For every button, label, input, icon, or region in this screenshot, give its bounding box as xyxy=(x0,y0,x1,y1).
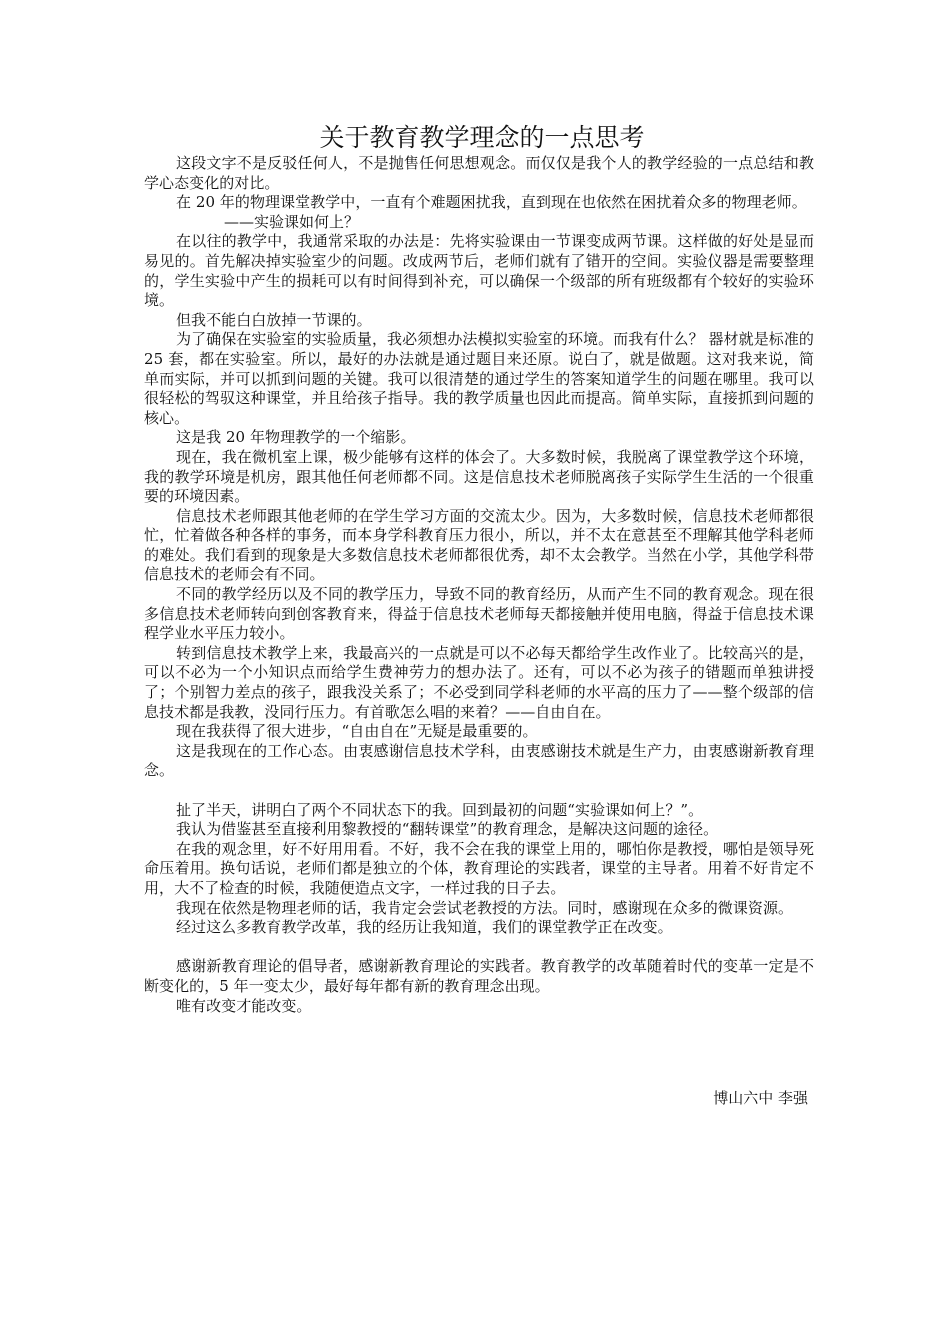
paragraph-closing: 唯有改变才能改变。 xyxy=(176,996,312,1015)
document-title: 关于教育教学理念的一点思考 xyxy=(319,123,645,152)
paragraph: 转到信息技术教学上来，我最高兴的一点就是可以不必每天都给学生改作业了。比较高兴的是，可以不必为一个小知识点而给学生费神劳力的想办法了。还有，可以不必为孩子的错题而单独讲授了；个别智力差点的孩子，跟我没关系了；不必受到同学科老师的水平高的压力了——整个级部的信息技术都是我教，没同行压力。有首歌怎么唱的来着？——自由自在。 xyxy=(144,643,814,721)
paragraph: 但我不能白白放掉一节课的。 xyxy=(176,310,372,329)
paragraph: 现在，我在微机室上课，极少能够有这样的体会了。大多数时候，我脱离了课堂教学这个环境，我的教学环境是机房，跟其他任何老师都不同。这是信息技术老师脱离孩子实际学生生活的一个很重要的环境因素。 xyxy=(144,447,814,506)
paragraph: 在我的观念里，好不好用用看。不好，我不会在我的课堂上用的，哪怕你是教授，哪怕是领导死命压着用。换句话说，老师们都是独立的个体，教育理论的实践者，课堂的主导者。用着不好肯定不用，大不了检查的时候，我随便造点文字，一样过我的日子去。 xyxy=(144,839,814,897)
paragraph: 我认为借鉴甚至直接利用黎教授的“翻转课堂”的教育理念，是解决这问题的途径。 xyxy=(176,820,719,839)
paragraph-intro: 这段文字不是反驳任何人，不是抛售任何思想观念。而仅仅是我个人的教学经验的一点总结和教学心态变化的对比。 xyxy=(144,154,814,192)
paragraph: 为了确保在实验室的实验质量，我必须想办法模拟实验室的环境。而我有什么？ 器材就是标准的 25 套，都在实验室。所以，最好的办法就是通过题目来还原。说白了，就是做题。这对我来说，简单而实际，并可以抓到问题的关键。我可以很清楚的通过学生的答案知道学生的问题在哪里。我可以很轻松的驾驭这种课堂，并且给孩子指导。我的教学质量也因此而提高。简单实际，直接抓到问题的核心。 xyxy=(144,330,814,427)
paragraph: 不同的教学经历以及不同的教学压力，导致不同的教育经历，从而产生不同的教育观念。现在很多信息技术老师转向到创客教育来，得益于信息技术老师每天都接触并使用电脑，得益于信息技术课程学业水平压力较小。 xyxy=(144,585,814,643)
paragraph: 这是我 20 年物理教学的一个缩影。 xyxy=(176,428,416,447)
blank-line xyxy=(144,781,814,801)
paragraph: 感谢新教育理论的倡导者，感谢新教育理论的实践者。教育教学的改革随着时代的变革一定是不断变化的，5 年一变太少，最好每年都有新的教育理念出现。 xyxy=(144,957,814,995)
paragraph: 经过这么多教育教学改革，我的经历让我知道，我们的课堂教学正在改变。 xyxy=(176,918,673,937)
paragraph: 信息技术老师跟其他老师的在学生学习方面的交流太少。因为，大多数时候，信息技术老师都很忙，忙着做各种各样的事务，而本身学科教育压力很小，所以，并不太在意甚至不理解其他学科老师的难处。我们看到的现象是大多数信息技术老师都很优秀，却不太会教学。当然在小学，其他学科带信息技术的老师会有不同。 xyxy=(144,506,814,584)
author-signature: 博山六中 李强 xyxy=(713,1089,808,1107)
sub-heading: ——实验课如何上？ xyxy=(224,212,360,231)
paragraph: 在 20 年的物理课堂教学中，一直有个难题困扰我，直到现在也依然在困扰着众多的物理老师。 xyxy=(176,193,807,212)
paragraph: 在以往的教学中，我通常采取的办法是：先将实验课由一节课变成两节课。这样做的好处是显而易见的。首先解决掉实验室少的问题。改成两节后，老师们就有了错开的空间。实验仪器是需要整理的，学生实验中产生的损耗可以有时间得到补充，可以确保一个级部的所有班级都有个较好的实验环境。 xyxy=(144,232,814,310)
paragraph: 我现在依然是物理老师的话，我肯定会尝试老教授的方法。同时，感谢现在众多的微课资源。 xyxy=(176,898,794,917)
paragraph: 现在我获得了很大进步，“自由自在”无疑是最重要的。 xyxy=(176,722,538,741)
blank-line xyxy=(144,938,814,958)
paragraph: 这是我现在的工作心态。由衷感谢信息技术学科，由衷感谢技术就是生产力，由衷感谢新教育理念。 xyxy=(144,741,814,780)
paragraph: 扯了半天，讲明白了两个不同状态下的我。回到最初的问题“实验课如何上？”。 xyxy=(176,800,704,819)
document-body xyxy=(144,122,814,1016)
